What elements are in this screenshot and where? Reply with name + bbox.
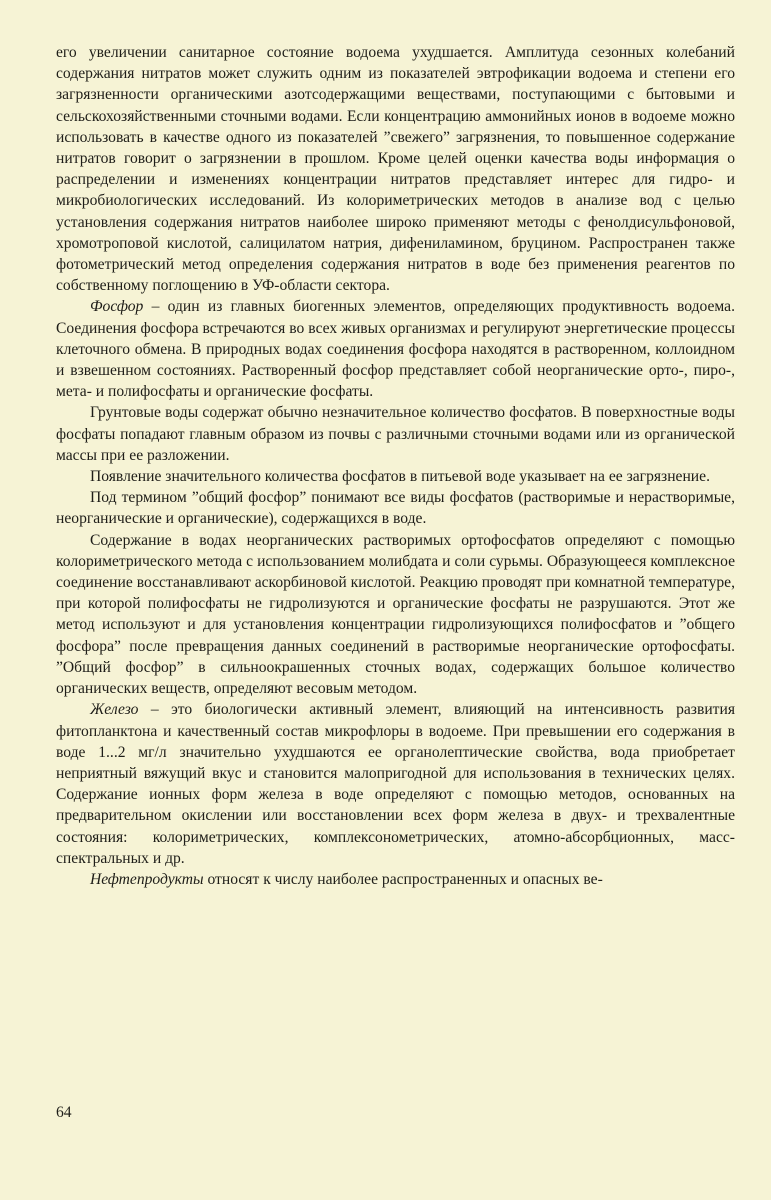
paragraph-nitrates-continued: его увеличении санитарное состояние водоема ухудшается. Амплитуда сезонных колебаний содержания нитратов может служить одним из показателей эвтрофикации водоема и степени его загрязненности органическими азотсодержащими веществами, поступающими с бытовыми и сельскохозяйственными сточными водами. Если концентрацию аммонийных ионов в водоеме можно использовать в качестве одного из показателей ”свежего” загрязнения, то повышенное содержание нитратов говорит о загрязнении в прошлом. Кроме целей оценки качества воды информация о распределении и изменениях концентрации нитратов представляет интерес для гидро- и микробиологических исследований. Из колориметрических методов в анализе вод с целью установления содержания нитратов наиболее широко применяют методы с фенолдисульфоновой, хромотроповой кислотой, салицилатом натрия, дифениламином, бруцином. Распространен также фотометрический метод определения содержания нитратов в воде без применения реагентов по собственному поглощению в УФ-области сектора.: [56, 44, 735, 295]
paragraph-groundwater-phosphates: Грунтовые воды содержат обычно незначительное количество фосфатов. В поверхностные воды фосфаты попадают главным образом из почвы с различными сточными водами или из органической массы при ее разложении.: [56, 404, 735, 464]
paragraph-petroleum-products: [56, 869, 735, 890]
body-text: [56, 42, 735, 890]
paragraph-phosphorus: [56, 296, 735, 402]
paragraph-total-phosphorus: Под термином ”общий фосфор” понимают все виды фосфатов (растворимые и нерастворимые, неорганические и органические), содержащихся в воде.: [56, 489, 735, 528]
paragraph-orthophosphates-method: Содержание в водах неорганических растворимых ортофосфатов определяют с помощью колориметрического метода с использованием молибдата и соли сурьмы. Образующееся комплексное соединение восстанавливают аскорбиновой кислотой. Реакцию проводят при комнатной температуре, при которой полифосфаты не гидролизуются и органические фосфаты не разрушаются. Этот же метод используют и для установления концентрации гидролизующихся полифосфатов и ”общего фосфора” после превращения данных соединений в растворимые неорганические ортофосфаты. ”Общий фосфор” в сильноокрашенных сточных водах, содержащих большое количество органических веществ, определяют весовым методом.: [56, 531, 735, 698]
page-number: 64: [56, 1104, 72, 1121]
term-petroleum-products: Нефтепродукты: [90, 870, 204, 888]
term-phosphorus: Фосфор: [90, 298, 144, 316]
paragraph-drinking-water-phosphates: Появление значительного количества фосфатов в питьевой воде указывает на ее загрязнение.: [90, 468, 710, 486]
paragraph-petroleum-products-text: относят к числу наиболее распространенных и опасных ве-: [203, 870, 603, 888]
paragraph-iron-text: – это биологически активный элемент, влияющий на интенсивность развития фитопланктона и качественный состав микрофлоры в водоеме. При превышении его содержания в воде 1...2 мг/л значительно ухудшаются ее органолептические свойства, вода приобретает неприятный вяжущий вкус и становится малопригодной для использования в технических целях. Содержание ионных форм железа в воде определяют с помощью методов, основанных на предварительном окислении или восстановлении всех форм железа в двух- и трехвалентные состояния: колориметрических, комплексонометрических, атомно-абсорбционных, масс-спектральных и др.: [56, 701, 735, 867]
paragraph-phosphorus-text: – один из главных биогенных элементов, определяющих продуктивность водоема. Соединения фосфора встречаются во всех живых организмах и регулируют энергетические процессы клеточного обмена. В природных водах соединения фосфора находятся в растворенном, коллоидном и взвешенном состояниях. Растворенный фосфор представляет собой неорганические орто-, пиро-, мета- и полифосфаты и органические фосфаты.: [56, 298, 735, 401]
paragraph-iron: [56, 699, 735, 869]
term-iron: Железо: [90, 701, 139, 719]
